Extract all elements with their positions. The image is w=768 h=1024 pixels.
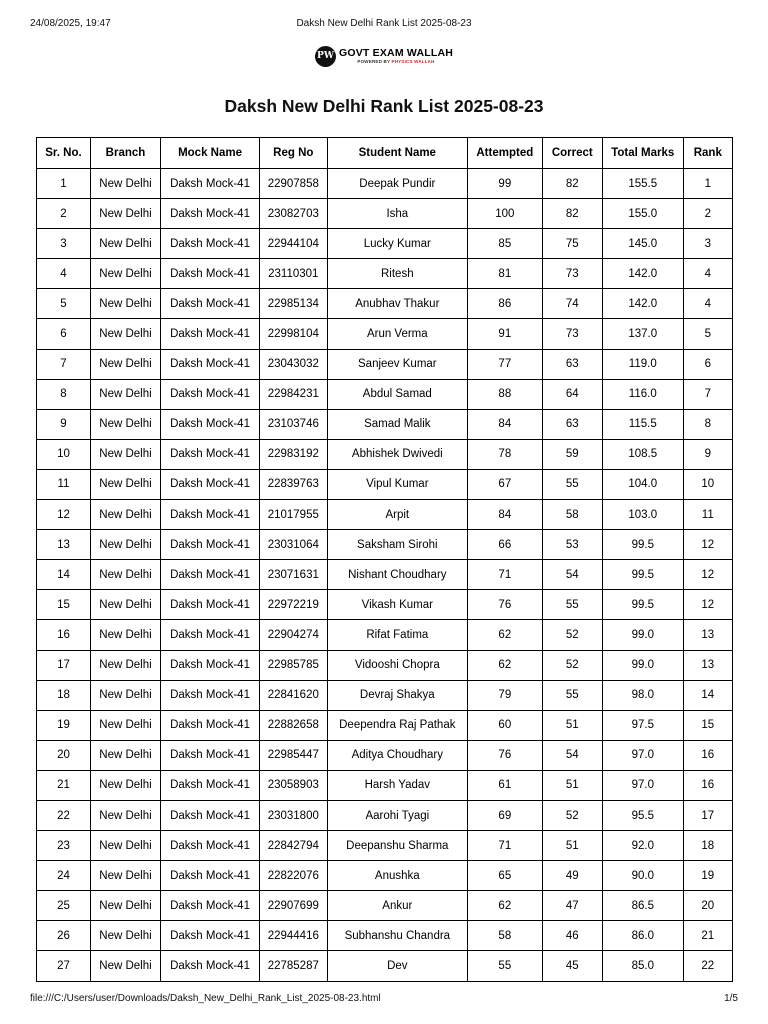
cell-mock-name: Daksh Mock-41 bbox=[161, 469, 260, 499]
cell-mock-name: Daksh Mock-41 bbox=[161, 259, 260, 289]
cell-total-marks: 145.0 bbox=[602, 229, 683, 259]
table-row bbox=[37, 620, 733, 650]
cell-total-marks: 103.0 bbox=[602, 500, 683, 530]
cell-attempted: 62 bbox=[468, 650, 542, 680]
cell-correct: 47 bbox=[542, 891, 602, 921]
print-datetime: 24/08/2025, 19:47 bbox=[30, 18, 111, 29]
cell-rank: 3 bbox=[683, 229, 732, 259]
cell-sr-no: 24 bbox=[37, 861, 91, 891]
cell-mock-name: Daksh Mock-41 bbox=[161, 439, 260, 469]
cell-sr-no: 7 bbox=[37, 349, 91, 379]
cell-rank: 10 bbox=[683, 469, 732, 499]
cell-branch: New Delhi bbox=[90, 710, 160, 740]
cell-rank: 18 bbox=[683, 831, 732, 861]
cell-sr-no: 2 bbox=[37, 199, 91, 229]
cell-reg-no: 22985134 bbox=[260, 289, 328, 319]
cell-branch: New Delhi bbox=[90, 229, 160, 259]
cell-total-marks: 115.5 bbox=[602, 409, 683, 439]
cell-branch: New Delhi bbox=[90, 379, 160, 409]
table-row bbox=[37, 680, 733, 710]
cell-total-marks: 155.0 bbox=[602, 199, 683, 229]
header-correct: Correct bbox=[542, 138, 602, 169]
cell-attempted: 86 bbox=[468, 289, 542, 319]
cell-sr-no: 22 bbox=[37, 800, 91, 830]
cell-reg-no: 22882658 bbox=[260, 710, 328, 740]
table-row bbox=[37, 349, 733, 379]
cell-branch: New Delhi bbox=[90, 770, 160, 800]
table-row bbox=[37, 800, 733, 830]
cell-branch: New Delhi bbox=[90, 469, 160, 499]
cell-student-name: Anushka bbox=[327, 861, 468, 891]
pw-logo-icon: PW bbox=[315, 46, 336, 67]
cell-sr-no: 19 bbox=[37, 710, 91, 740]
table-row bbox=[37, 650, 733, 680]
cell-mock-name: Daksh Mock-41 bbox=[161, 620, 260, 650]
cell-mock-name: Daksh Mock-41 bbox=[161, 740, 260, 770]
cell-correct: 52 bbox=[542, 650, 602, 680]
cell-total-marks: 119.0 bbox=[602, 349, 683, 379]
cell-branch: New Delhi bbox=[90, 259, 160, 289]
cell-sr-no: 12 bbox=[37, 500, 91, 530]
cell-total-marks: 155.5 bbox=[602, 169, 683, 199]
cell-branch: New Delhi bbox=[90, 289, 160, 319]
cell-branch: New Delhi bbox=[90, 530, 160, 560]
cell-total-marks: 97.0 bbox=[602, 740, 683, 770]
cell-reg-no: 23058903 bbox=[260, 770, 328, 800]
table-row bbox=[37, 560, 733, 590]
cell-reg-no: 23110301 bbox=[260, 259, 328, 289]
header-branch: Branch bbox=[90, 138, 160, 169]
print-document-title: Daksh New Delhi Rank List 2025-08-23 bbox=[296, 18, 472, 29]
logo-sub-prefix: POWERED BY bbox=[357, 59, 392, 64]
cell-rank: 6 bbox=[683, 349, 732, 379]
cell-reg-no: 22822076 bbox=[260, 861, 328, 891]
cell-student-name: Saksham Sirohi bbox=[327, 530, 468, 560]
cell-mock-name: Daksh Mock-41 bbox=[161, 831, 260, 861]
cell-branch: New Delhi bbox=[90, 169, 160, 199]
cell-total-marks: 92.0 bbox=[602, 831, 683, 861]
cell-sr-no: 5 bbox=[37, 289, 91, 319]
cell-correct: 49 bbox=[542, 861, 602, 891]
cell-sr-no: 3 bbox=[37, 229, 91, 259]
cell-correct: 82 bbox=[542, 169, 602, 199]
cell-mock-name: Daksh Mock-41 bbox=[161, 560, 260, 590]
cell-attempted: 91 bbox=[468, 319, 542, 349]
cell-student-name: Vipul Kumar bbox=[327, 469, 468, 499]
cell-sr-no: 16 bbox=[37, 620, 91, 650]
cell-reg-no: 22984231 bbox=[260, 379, 328, 409]
cell-attempted: 62 bbox=[468, 891, 542, 921]
table-row bbox=[37, 169, 733, 199]
cell-attempted: 100 bbox=[468, 199, 542, 229]
cell-attempted: 61 bbox=[468, 770, 542, 800]
cell-sr-no: 18 bbox=[37, 680, 91, 710]
table-row bbox=[37, 710, 733, 740]
header-student-name: Student Name bbox=[327, 138, 468, 169]
table-row bbox=[37, 439, 733, 469]
cell-mock-name: Daksh Mock-41 bbox=[161, 710, 260, 740]
cell-mock-name: Daksh Mock-41 bbox=[161, 409, 260, 439]
table-row bbox=[37, 469, 733, 499]
cell-rank: 13 bbox=[683, 620, 732, 650]
cell-branch: New Delhi bbox=[90, 951, 160, 981]
cell-rank: 4 bbox=[683, 259, 732, 289]
cell-correct: 51 bbox=[542, 770, 602, 800]
cell-total-marks: 97.0 bbox=[602, 770, 683, 800]
cell-mock-name: Daksh Mock-41 bbox=[161, 530, 260, 560]
header-reg-no: Reg No bbox=[260, 138, 328, 169]
cell-total-marks: 85.0 bbox=[602, 951, 683, 981]
cell-reg-no: 22907858 bbox=[260, 169, 328, 199]
cell-attempted: 71 bbox=[468, 831, 542, 861]
logo-sub-brand: PHYSICS WALLAH bbox=[391, 59, 435, 64]
cell-reg-no: 23043032 bbox=[260, 349, 328, 379]
cell-reg-no: 22785287 bbox=[260, 951, 328, 981]
table-row bbox=[37, 319, 733, 349]
cell-total-marks: 99.0 bbox=[602, 650, 683, 680]
cell-rank: 22 bbox=[683, 951, 732, 981]
cell-mock-name: Daksh Mock-41 bbox=[161, 199, 260, 229]
table-body bbox=[37, 169, 733, 982]
cell-correct: 63 bbox=[542, 349, 602, 379]
cell-attempted: 85 bbox=[468, 229, 542, 259]
cell-total-marks: 137.0 bbox=[602, 319, 683, 349]
cell-attempted: 78 bbox=[468, 439, 542, 469]
table-row bbox=[37, 861, 733, 891]
cell-sr-no: 23 bbox=[37, 831, 91, 861]
table-row bbox=[37, 379, 733, 409]
cell-total-marks: 142.0 bbox=[602, 259, 683, 289]
cell-mock-name: Daksh Mock-41 bbox=[161, 861, 260, 891]
cell-student-name: Devraj Shakya bbox=[327, 680, 468, 710]
cell-branch: New Delhi bbox=[90, 861, 160, 891]
cell-branch: New Delhi bbox=[90, 800, 160, 830]
cell-total-marks: 99.5 bbox=[602, 530, 683, 560]
cell-rank: 16 bbox=[683, 770, 732, 800]
cell-attempted: 77 bbox=[468, 349, 542, 379]
cell-total-marks: 86.0 bbox=[602, 921, 683, 951]
cell-correct: 73 bbox=[542, 319, 602, 349]
cell-mock-name: Daksh Mock-41 bbox=[161, 951, 260, 981]
cell-sr-no: 25 bbox=[37, 891, 91, 921]
cell-total-marks: 142.0 bbox=[602, 289, 683, 319]
cell-branch: New Delhi bbox=[90, 831, 160, 861]
cell-branch: New Delhi bbox=[90, 891, 160, 921]
table-row bbox=[37, 831, 733, 861]
header-mock-name: Mock Name bbox=[161, 138, 260, 169]
cell-student-name: Abhishek Dwivedi bbox=[327, 439, 468, 469]
cell-attempted: 79 bbox=[468, 680, 542, 710]
cell-correct: 74 bbox=[542, 289, 602, 319]
cell-attempted: 84 bbox=[468, 500, 542, 530]
cell-branch: New Delhi bbox=[90, 740, 160, 770]
cell-total-marks: 99.5 bbox=[602, 560, 683, 590]
cell-branch: New Delhi bbox=[90, 500, 160, 530]
cell-mock-name: Daksh Mock-41 bbox=[161, 289, 260, 319]
cell-attempted: 84 bbox=[468, 409, 542, 439]
cell-sr-no: 21 bbox=[37, 770, 91, 800]
cell-correct: 54 bbox=[542, 740, 602, 770]
cell-student-name: Isha bbox=[327, 199, 468, 229]
cell-reg-no: 22944104 bbox=[260, 229, 328, 259]
cell-sr-no: 20 bbox=[37, 740, 91, 770]
cell-sr-no: 4 bbox=[37, 259, 91, 289]
cell-attempted: 58 bbox=[468, 921, 542, 951]
cell-branch: New Delhi bbox=[90, 319, 160, 349]
cell-mock-name: Daksh Mock-41 bbox=[161, 770, 260, 800]
table-header-row bbox=[37, 138, 733, 169]
cell-student-name: Ankur bbox=[327, 891, 468, 921]
cell-rank: 15 bbox=[683, 710, 732, 740]
cell-rank: 14 bbox=[683, 680, 732, 710]
cell-rank: 4 bbox=[683, 289, 732, 319]
cell-reg-no: 22907699 bbox=[260, 891, 328, 921]
cell-branch: New Delhi bbox=[90, 199, 160, 229]
cell-student-name: Samad Malik bbox=[327, 409, 468, 439]
table-row bbox=[37, 530, 733, 560]
cell-reg-no: 21017955 bbox=[260, 500, 328, 530]
cell-student-name: Arpit bbox=[327, 500, 468, 530]
cell-student-name: Aarohi Tyagi bbox=[327, 800, 468, 830]
header-sr-no: Sr. No. bbox=[37, 138, 91, 169]
cell-mock-name: Daksh Mock-41 bbox=[161, 349, 260, 379]
cell-rank: 17 bbox=[683, 800, 732, 830]
cell-reg-no: 22998104 bbox=[260, 319, 328, 349]
cell-correct: 52 bbox=[542, 800, 602, 830]
cell-mock-name: Daksh Mock-41 bbox=[161, 891, 260, 921]
table-row bbox=[37, 891, 733, 921]
cell-reg-no: 22972219 bbox=[260, 590, 328, 620]
cell-mock-name: Daksh Mock-41 bbox=[161, 680, 260, 710]
cell-student-name: Deepanshu Sharma bbox=[327, 831, 468, 861]
cell-student-name: Abdul Samad bbox=[327, 379, 468, 409]
cell-sr-no: 6 bbox=[37, 319, 91, 349]
table-row bbox=[37, 259, 733, 289]
cell-correct: 73 bbox=[542, 259, 602, 289]
table-row bbox=[37, 289, 733, 319]
cell-branch: New Delhi bbox=[90, 409, 160, 439]
cell-rank: 20 bbox=[683, 891, 732, 921]
cell-mock-name: Daksh Mock-41 bbox=[161, 229, 260, 259]
cell-rank: 9 bbox=[683, 439, 732, 469]
brand-logo bbox=[0, 46, 768, 67]
cell-attempted: 60 bbox=[468, 710, 542, 740]
print-file-path: file:///C:/Users/user/Downloads/Daksh_New_Delhi_Rank_List_2025-08-23.html bbox=[30, 993, 381, 1004]
cell-rank: 5 bbox=[683, 319, 732, 349]
logo-main-text: GOVT EXAM WALLAH bbox=[338, 47, 454, 59]
cell-attempted: 81 bbox=[468, 259, 542, 289]
cell-total-marks: 108.5 bbox=[602, 439, 683, 469]
cell-sr-no: 13 bbox=[37, 530, 91, 560]
cell-attempted: 76 bbox=[468, 740, 542, 770]
cell-mock-name: Daksh Mock-41 bbox=[161, 319, 260, 349]
cell-student-name: Subhanshu Chandra bbox=[327, 921, 468, 951]
cell-rank: 16 bbox=[683, 740, 732, 770]
table-row bbox=[37, 229, 733, 259]
header-rank: Rank bbox=[683, 138, 732, 169]
table-row bbox=[37, 590, 733, 620]
cell-mock-name: Daksh Mock-41 bbox=[161, 921, 260, 951]
cell-reg-no: 22944416 bbox=[260, 921, 328, 951]
header-attempted: Attempted bbox=[468, 138, 542, 169]
cell-correct: 51 bbox=[542, 710, 602, 740]
cell-total-marks: 98.0 bbox=[602, 680, 683, 710]
cell-mock-name: Daksh Mock-41 bbox=[161, 800, 260, 830]
cell-reg-no: 22985447 bbox=[260, 740, 328, 770]
cell-mock-name: Daksh Mock-41 bbox=[161, 500, 260, 530]
cell-sr-no: 9 bbox=[37, 409, 91, 439]
cell-correct: 52 bbox=[542, 620, 602, 650]
cell-rank: 8 bbox=[683, 409, 732, 439]
cell-reg-no: 23071631 bbox=[260, 560, 328, 590]
cell-rank: 12 bbox=[683, 590, 732, 620]
cell-student-name: Lucky Kumar bbox=[327, 229, 468, 259]
table-row bbox=[37, 500, 733, 530]
cell-mock-name: Daksh Mock-41 bbox=[161, 379, 260, 409]
cell-sr-no: 15 bbox=[37, 590, 91, 620]
cell-attempted: 99 bbox=[468, 169, 542, 199]
cell-branch: New Delhi bbox=[90, 590, 160, 620]
cell-total-marks: 99.5 bbox=[602, 590, 683, 620]
cell-student-name: Anubhav Thakur bbox=[327, 289, 468, 319]
cell-mock-name: Daksh Mock-41 bbox=[161, 650, 260, 680]
cell-branch: New Delhi bbox=[90, 680, 160, 710]
cell-total-marks: 116.0 bbox=[602, 379, 683, 409]
table-row bbox=[37, 770, 733, 800]
cell-attempted: 76 bbox=[468, 590, 542, 620]
cell-correct: 53 bbox=[542, 530, 602, 560]
cell-total-marks: 86.5 bbox=[602, 891, 683, 921]
print-header bbox=[30, 18, 738, 32]
cell-branch: New Delhi bbox=[90, 439, 160, 469]
cell-reg-no: 22839763 bbox=[260, 469, 328, 499]
cell-reg-no: 22842794 bbox=[260, 831, 328, 861]
cell-rank: 1 bbox=[683, 169, 732, 199]
cell-correct: 58 bbox=[542, 500, 602, 530]
table-row bbox=[37, 951, 733, 981]
cell-reg-no: 23082703 bbox=[260, 199, 328, 229]
cell-reg-no: 23031064 bbox=[260, 530, 328, 560]
cell-branch: New Delhi bbox=[90, 560, 160, 590]
cell-attempted: 69 bbox=[468, 800, 542, 830]
cell-branch: New Delhi bbox=[90, 921, 160, 951]
cell-student-name: Deependra Raj Pathak bbox=[327, 710, 468, 740]
cell-sr-no: 11 bbox=[37, 469, 91, 499]
cell-attempted: 66 bbox=[468, 530, 542, 560]
cell-rank: 12 bbox=[683, 530, 732, 560]
print-footer bbox=[30, 993, 738, 1007]
cell-correct: 51 bbox=[542, 831, 602, 861]
cell-rank: 12 bbox=[683, 560, 732, 590]
cell-total-marks: 90.0 bbox=[602, 861, 683, 891]
cell-student-name: Vidooshi Chopra bbox=[327, 650, 468, 680]
table-row bbox=[37, 409, 733, 439]
cell-correct: 55 bbox=[542, 680, 602, 710]
cell-correct: 59 bbox=[542, 439, 602, 469]
cell-reg-no: 22985785 bbox=[260, 650, 328, 680]
cell-rank: 21 bbox=[683, 921, 732, 951]
table-row bbox=[37, 740, 733, 770]
cell-student-name: Sanjeev Kumar bbox=[327, 349, 468, 379]
cell-correct: 63 bbox=[542, 409, 602, 439]
cell-sr-no: 26 bbox=[37, 921, 91, 951]
print-page-number: 1/5 bbox=[724, 993, 738, 1004]
cell-student-name: Rifat Fatima bbox=[327, 620, 468, 650]
cell-student-name: Nishant Choudhary bbox=[327, 560, 468, 590]
cell-attempted: 71 bbox=[468, 560, 542, 590]
page-title: Daksh New Delhi Rank List 2025-08-23 bbox=[224, 96, 544, 116]
cell-correct: 54 bbox=[542, 560, 602, 590]
cell-student-name: Ritesh bbox=[327, 259, 468, 289]
cell-rank: 7 bbox=[683, 379, 732, 409]
rank-table bbox=[36, 137, 733, 982]
cell-student-name: Arun Verma bbox=[327, 319, 468, 349]
cell-total-marks: 99.0 bbox=[602, 620, 683, 650]
cell-sr-no: 14 bbox=[37, 560, 91, 590]
cell-sr-no: 27 bbox=[37, 951, 91, 981]
cell-attempted: 88 bbox=[468, 379, 542, 409]
cell-branch: New Delhi bbox=[90, 620, 160, 650]
cell-reg-no: 23031800 bbox=[260, 800, 328, 830]
cell-sr-no: 8 bbox=[37, 379, 91, 409]
cell-student-name: Harsh Yadav bbox=[327, 770, 468, 800]
cell-reg-no: 22904274 bbox=[260, 620, 328, 650]
cell-correct: 55 bbox=[542, 469, 602, 499]
cell-student-name: Deepak Pundir bbox=[327, 169, 468, 199]
cell-reg-no: 22841620 bbox=[260, 680, 328, 710]
cell-attempted: 55 bbox=[468, 951, 542, 981]
cell-student-name: Dev bbox=[327, 951, 468, 981]
cell-correct: 55 bbox=[542, 590, 602, 620]
cell-total-marks: 104.0 bbox=[602, 469, 683, 499]
cell-sr-no: 10 bbox=[37, 439, 91, 469]
cell-attempted: 67 bbox=[468, 469, 542, 499]
cell-rank: 13 bbox=[683, 650, 732, 680]
cell-reg-no: 23103746 bbox=[260, 409, 328, 439]
cell-sr-no: 17 bbox=[37, 650, 91, 680]
cell-total-marks: 95.5 bbox=[602, 800, 683, 830]
cell-rank: 19 bbox=[683, 861, 732, 891]
cell-student-name: Vikash Kumar bbox=[327, 590, 468, 620]
logo-subtext bbox=[339, 59, 453, 65]
cell-mock-name: Daksh Mock-41 bbox=[161, 590, 260, 620]
cell-correct: 46 bbox=[542, 921, 602, 951]
cell-correct: 75 bbox=[542, 229, 602, 259]
cell-sr-no: 1 bbox=[37, 169, 91, 199]
table-row bbox=[37, 921, 733, 951]
cell-rank: 2 bbox=[683, 199, 732, 229]
cell-attempted: 65 bbox=[468, 861, 542, 891]
cell-branch: New Delhi bbox=[90, 349, 160, 379]
cell-reg-no: 22983192 bbox=[260, 439, 328, 469]
cell-student-name: Aditya Choudhary bbox=[327, 740, 468, 770]
cell-correct: 82 bbox=[542, 199, 602, 229]
cell-correct: 45 bbox=[542, 951, 602, 981]
cell-branch: New Delhi bbox=[90, 650, 160, 680]
cell-mock-name: Daksh Mock-41 bbox=[161, 169, 260, 199]
cell-rank: 11 bbox=[683, 500, 732, 530]
table-row bbox=[37, 199, 733, 229]
header-total-marks: Total Marks bbox=[602, 138, 683, 169]
cell-total-marks: 97.5 bbox=[602, 710, 683, 740]
cell-attempted: 62 bbox=[468, 620, 542, 650]
cell-correct: 64 bbox=[542, 379, 602, 409]
